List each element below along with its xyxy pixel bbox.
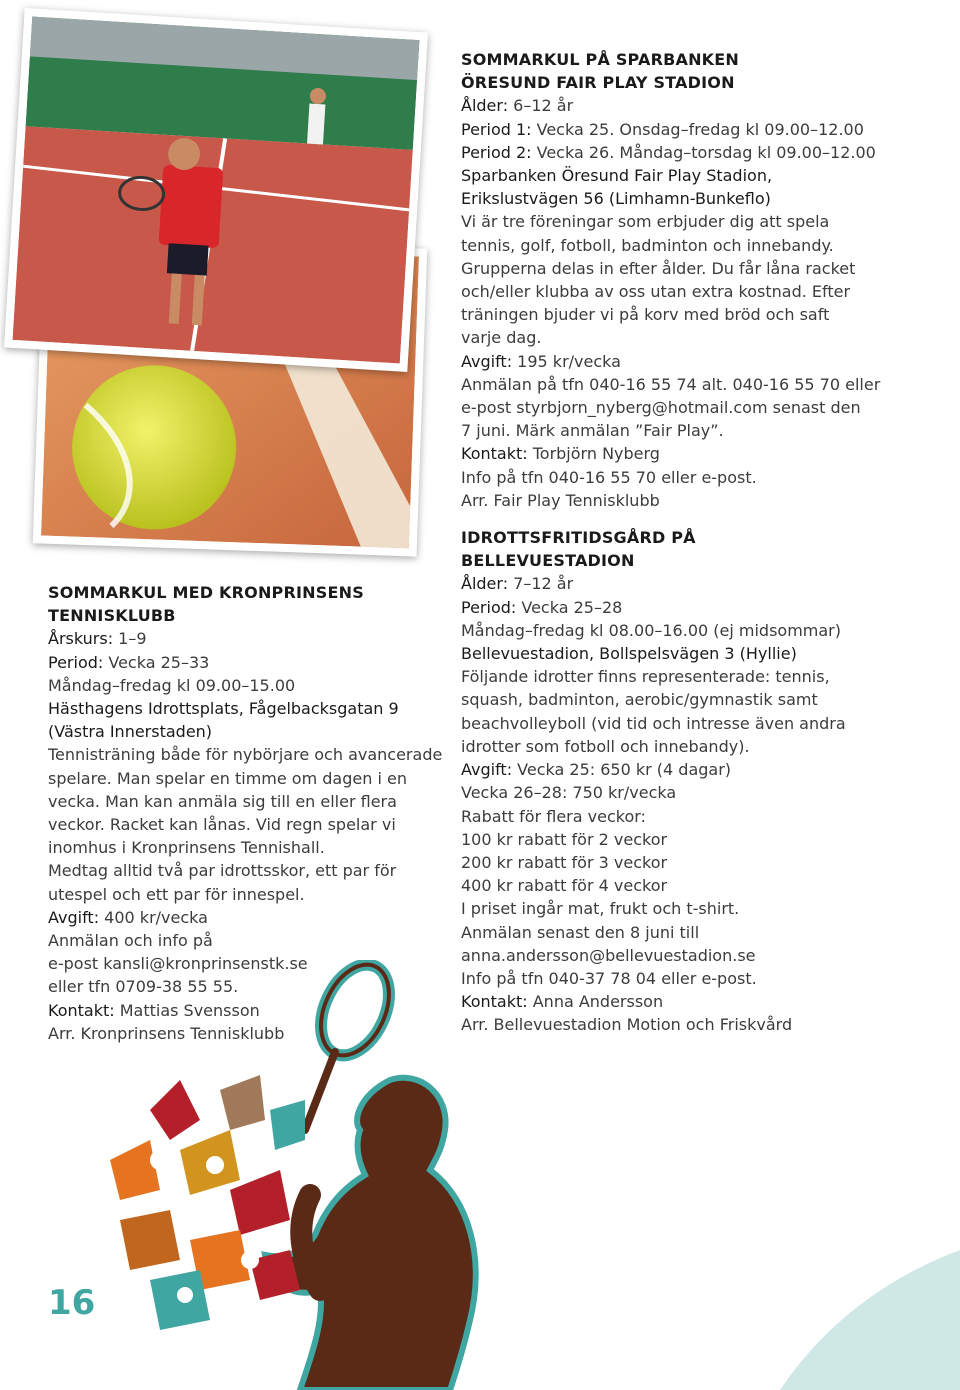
detail-line: Anmälan senast den 8 juni till (461, 922, 700, 942)
section-title: SOMMARKUL MED KRONPRINSENS (48, 583, 364, 602)
detail-line: 100 kr rabatt för 2 veckor (461, 829, 668, 849)
info-line: Info på tfn 040-16 55 70 eller e-post. (461, 467, 757, 487)
venue-line: Erikslustvägen 56 (Limhamn-Bunkeflo) (461, 189, 771, 209)
signup-line: e-post styrbjorn_nyberg@hotmail.com senast den (461, 398, 861, 418)
organizer-line: Arr. Bellevuestadion Motion och Friskvård (461, 1015, 793, 1035)
description-line: Tennisträning både för nybörjare och avancerade (48, 745, 443, 765)
fee-line: Avgift: 195 kr/vecka (461, 351, 621, 371)
signup-line: 7 juni. Märk anmälan ”Fair Play”. (461, 421, 724, 441)
signup-line: eller tfn 0709-38 55 55. (48, 977, 239, 997)
description-line: tennis, golf, fotboll, badminton och innebandy. (461, 235, 834, 255)
fee-line: Avgift: 400 kr/vecka (48, 907, 208, 927)
detail-line: anna.andersson@bellevuestadion.se (461, 945, 756, 965)
description-line: idrotter som fotboll och innebandy). (461, 736, 750, 756)
section-title: TENNISKLUBB (48, 606, 176, 626)
detail-line: Rabatt för flera veckor: (461, 806, 646, 826)
period-line: Period: Vecka 25–33 (48, 652, 210, 672)
venue-line: (Västra Innerstaden) (48, 722, 213, 742)
detail-line: 200 kr rabatt för 3 veckor (461, 852, 668, 872)
description-line: träningen bjuder vi på korv med bröd och saft (461, 305, 830, 325)
section-title: ÖRESUND FAIR PLAY STADION (461, 73, 735, 93)
description-line: Medtag alltid två par idrottsskor, ett par för (48, 861, 397, 881)
description-line: och/eller klubba av oss utan extra kostnad. Efter (461, 282, 851, 302)
detail-line: I priset ingår mat, frukt och t-shirt. (461, 899, 740, 919)
description-line: varje dag. (461, 328, 542, 348)
signup-line: e-post kansli@kronprinsenstk.se (48, 954, 308, 974)
description-line: squash, badminton, aerobic/gymnastik samt (461, 690, 818, 710)
contact-line: Kontakt: Torbjörn Nyberg (461, 444, 660, 464)
period1-line: Period 1: Vecka 25. Onsdag–fredag kl 09.00–12.00 (461, 119, 864, 139)
section-title: IDROTTSFRITIDSGÅRD PÅ (461, 528, 696, 548)
description-line: Vi är tre föreningar som erbjuder dig att spela (461, 212, 830, 232)
period2-line: Period 2: Vecka 26. Måndag–torsdag kl 09.00–12.00 (461, 142, 876, 162)
description-line: beachvolleyboll (vid tid och intresse även andra (461, 713, 846, 733)
detail-line: Vecka 26–28: 750 kr/vecka (461, 783, 677, 803)
description-line: Grupperna delas in efter ålder. Du får låna racket (461, 258, 856, 278)
schedule-line: Måndag–fredag kl 09.00–15.00 (48, 675, 296, 695)
period-line: Period: Vecka 25–28 (461, 597, 623, 617)
age-line: Ålder: 6–12 år (461, 96, 574, 116)
age-line: Ålder: 7–12 år (461, 574, 574, 594)
venue-line: Sparbanken Öresund Fair Play Stadion, (461, 166, 773, 186)
page-number: 16 (48, 1283, 96, 1323)
description-line: vecka. Man kan anmäla sig till en eller flera (48, 791, 397, 811)
organizer-line: Arr. Fair Play Tennisklubb (461, 490, 660, 510)
flower-decoration (110, 1075, 305, 1330)
signup-line: Anmälan på tfn 040-16 55 74 alt. 040-16 55 70 eller (461, 374, 881, 394)
description-line: Följande idrotter finns representerade: tennis, (461, 667, 830, 687)
description-line: inomhus i Kronprinsens Tennishall. (48, 838, 325, 858)
grade-line: Årskurs: 1–9 (48, 629, 147, 649)
detail-line: Info på tfn 040-37 78 04 eller e-post. (461, 968, 757, 988)
description-line: spelare. Man spelar en timme om dagen i en (48, 768, 407, 788)
organizer-line: Arr. Kronprinsens Tennisklubb (48, 1023, 285, 1043)
section-title: BELLEVUESTADION (461, 551, 635, 571)
right-column (461, 48, 951, 1037)
contact-line: Kontakt: Mattias Svensson (48, 1000, 260, 1020)
description-line: veckor. Racket kan lånas. Vid regn spelar vi (48, 815, 396, 835)
section-title: SOMMARKUL PÅ SPARBANKEN (461, 50, 739, 69)
signup-line: Anmälan och info på (48, 931, 213, 951)
venue-line: Bellevuestadion, Bollspelsvägen 3 (Hyllie) (461, 644, 797, 664)
description-line: utespel och ett par för innespel. (48, 884, 305, 904)
venue-line: Hästhagens Idrottsplats, Fågelbacksgatan 9 (48, 699, 399, 719)
tennis-player-illustration (90, 960, 560, 1390)
detail-line: 400 kr rabatt för 4 veckor (461, 876, 668, 896)
kids-tennis-photo (4, 8, 428, 372)
wave-decoration (700, 1250, 960, 1390)
kids-tennis-image (12, 16, 419, 363)
schedule-line: Måndag–fredag kl 08.00–16.00 (ej midsommar) (461, 620, 841, 640)
contact-line: Kontakt: Anna Andersson (461, 992, 664, 1012)
fee-line: Avgift: Vecka 25: 650 kr (4 dagar) (461, 760, 732, 780)
